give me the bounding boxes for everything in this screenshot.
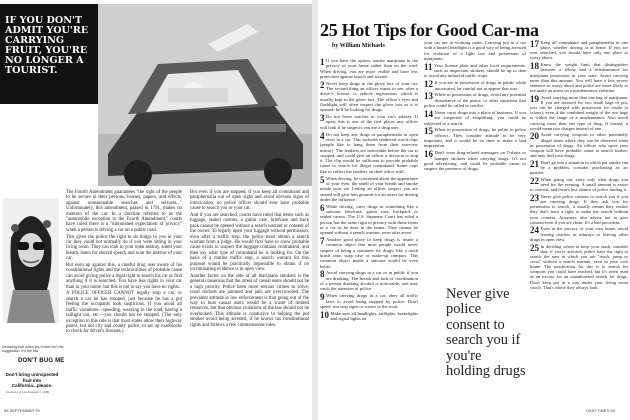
- tip-text: Make sure all headlights, taillights, brakelights and signal lights on: [330, 310, 418, 321]
- tip-number: 12: [424, 79, 433, 90]
- tip-number: 11: [424, 61, 433, 72]
- paragraph: This gives the police the right to do things to you in your car they could not normally do if you were sitting in your living room. They can look in your open ashtray, smell your breath, listen for slurred speech and scan the interior of your car.: [66, 234, 182, 262]
- tip-number: 25: [530, 242, 539, 253]
- tip-text: Never give police consent to search you if you are carrying drugs. If they ask you for permission to search, it usually means they realize they don't have a right to make the search without your consent. Attorneys also advise not to give consent even if you are clean. It's a bad precedent.: [530, 193, 628, 225]
- tips-column-3: [530, 40, 628, 292]
- tip-item: [320, 293, 418, 309]
- tip-text: When in possession of drugs, be polite to police officers. They consider attitude to be very important, and it would be no time to make a bad impression.: [424, 127, 526, 149]
- tip-text: If you are in possession of drugs in public while intoxicated, be careful not to appear that way.: [434, 80, 526, 91]
- tip-item: [320, 311, 418, 322]
- tip-text: In deciding where to keep your stash, consider that, if you're arrested, police have the right to search the area in which you are "reach, jump or cross" without a search warrant, even in your own home. The justification for this is to search for weapons you could have reached, but it's often used as an excuse for an unauthorized search for drugs. Don't keep pot in a tray under your living room couch. That's where they always look.: [530, 243, 628, 290]
- tip-number: 19: [530, 93, 539, 104]
- left-page: [0, 0, 312, 420]
- tip-text: When going out, carry only what drugs you need for the evening. A small amount is easier to conceal, and there's less chance of police finding it.: [530, 176, 628, 193]
- tip-number: 14: [424, 108, 433, 119]
- paragraph: But even up against this, a careful drug user aware of his constitutional rights and the technicalities of probable cause can avoid giving police a legal right to search his car or find anything if it is searched. You have less rights in your car than in your home, but this is not to say you have no rights.: [66, 263, 182, 290]
- tip-text: Avoid carrying weapons or other potentially illegal items where they can be observed when in possession of drugs. An officer who spots your weapon will have probable cause to search further, and may find your drugs.: [530, 132, 628, 159]
- tip-text: Another good place to keep drugs is inside a common object that most people would never suspect of being a container for drugs, like a tooth brush case, soap case or make-up compact. This common object inside a suitcase would be even better.: [320, 237, 418, 269]
- tip-item: [530, 62, 628, 93]
- tip-item: [320, 114, 418, 130]
- tip-item: [320, 176, 418, 202]
- tip-item: [530, 40, 628, 61]
- tip-number: 15: [424, 126, 433, 137]
- tip-text: Avoid carrying more than one bag of marijuana. If you are arrested for two small bags of pot, you can be charged with possession for resale (a felony), even if the combined weight of the two bags is within the range of a misdemeanor. Also avoid carrying more than one type of drug. If busted, it would mean two charges instead of one.: [530, 94, 628, 131]
- tip-text: Do not leave roaches in your car's ashtray. If open, this is one of the first places any officer will look if he suspects you are a drug user.: [320, 114, 418, 130]
- tip-item: [530, 132, 628, 158]
- tip-number: 18: [530, 61, 539, 72]
- tip-number: 22: [530, 175, 539, 186]
- article-byline: by William Michaels: [332, 43, 385, 49]
- tip-item: [320, 132, 418, 174]
- tip-number: 20: [530, 131, 539, 142]
- ad-headline: IF YOU DON'T ADMIT YOU'RE CARRYING FRUIT, YOU'RE NO LONGER A TOURIST.: [5, 15, 89, 76]
- tip-text: your car are in working order. Carrying pot in a car with a busted headlight is a good way of being arrested for violation of a light law and possession of marijuana.: [424, 40, 526, 61]
- tip-item: [320, 58, 418, 79]
- tip-number: 21: [530, 158, 539, 169]
- tip-item: [320, 270, 418, 291]
- ad-caption: Declaring fruit when you travel isn't the suggestion. It's the law.: [2, 345, 64, 354]
- woman-sunglasses-photo: [3, 198, 59, 323]
- tip-number: 10: [320, 309, 329, 320]
- tip-item: [530, 244, 628, 290]
- tip-item: [424, 80, 526, 91]
- tip-text: Avoid carrying drugs in a car or in public if you are drinking. The breath and lack of coordination of a person drinking alcohol is noticeable, and may catch the attention of police.: [320, 270, 418, 292]
- tip-item: [424, 63, 526, 79]
- tip-number: 16: [424, 149, 433, 160]
- ad-slogan: DON'T BUG ME: [18, 358, 65, 364]
- tip-text: Don't go into a situation in which pot smoke can be a problem, consider purchasing an air purifier.: [530, 159, 628, 176]
- tip-item: [530, 226, 628, 241]
- article-column-2: [190, 190, 309, 329]
- article-title: 25 Hot Tips for Good Car-ma: [320, 20, 539, 40]
- ad-fine-print: Courtesy of Los Angeles © 1986: [6, 390, 50, 394]
- tip-number: 24: [530, 225, 539, 236]
- paragraph: A POLICE OFFICER CANNOT legally stop a car, or search a car he has stopped, just because he has a gut feeling the occupants look suspicious. If you avoid all traffic violations—speeding, weaving in the road, having a taillight out, etc.—you should not be stopped. (The only exception to this rule is that most states allow their highway patrol, but not city and county police, to set up roadblocks to check for driver's licenses.): [66, 291, 182, 335]
- tip-text: Do not keep any drugs or paraphernalia in open view in a car. This includes feathered roach clips (people like to hang them from their rearview mirror). The feathers are noticeable before the car is stopped, and could give an officer a decision to stop it. The clip would be sufficient to provide probable cause to search for illegal contraband. Some cops like to collect the feathers on their office wall.: [320, 131, 418, 174]
- tip-number: 23: [530, 192, 539, 203]
- tip-number: 1: [320, 57, 325, 67]
- pull-quote: Never give police consent to search you if you're holding drugs: [446, 286, 526, 380]
- tip-number: 7: [320, 236, 325, 247]
- tip-number: 3: [320, 113, 325, 124]
- tip-item: [530, 194, 628, 225]
- tip-number: 13: [424, 91, 433, 102]
- tip-item: [424, 127, 526, 148]
- tip-text: Know the weight limit that distinguishes between a felony and a misdemeanor for marijuana possession in your state. Avoid carrying more than this amount. You will have a less severe sentence to worry about and police are more likely to not make an arrest on a misdemeanor violation.: [530, 62, 628, 93]
- ad-tagline: Don't bring uninspected fruit into California...please.: [5, 372, 59, 389]
- tip-item: [530, 95, 628, 131]
- right-page: [318, 0, 630, 420]
- tip-item: [424, 40, 526, 61]
- tip-item: [530, 160, 628, 175]
- tip-item: [320, 204, 418, 236]
- tip-text: Even in the privacy of your own home, avoid leaving roaches in ashtrays or leaving other drugs in open view.: [530, 226, 628, 242]
- tip-item: [424, 92, 526, 108]
- tip-number: 5: [320, 174, 325, 185]
- tip-item: [320, 81, 418, 113]
- tip-text: While driving, carry drugs in something like a suitcase, briefcase, guitar case, backpack or sealed carton. The U.S. Supreme Court has ruled a person has the same right to privacy with these items in a car as he does in the home. They cannot be opened without a search warrant, even after arrest.: [320, 203, 418, 236]
- tip-text: If you have the option, smoke marijuana in the privacy of your home rather than on the road. When driving, you are more visible and have less protection against search and seizure.: [320, 58, 418, 79]
- article-column-1: [66, 190, 182, 336]
- tip-text: Your license plate and other local requirements, such as inspection stickers, should be up to date to avoid any unlawful traffic stops.: [424, 62, 526, 79]
- tip-text: While in possession of drugs, avoid any potential disturbance of the peace, or other situations that police could be called to resolve.: [424, 92, 526, 109]
- tip-text: When carrying drugs in a car, obey all traffic laws to avoid being stopped by police. Don't speed, run stop signs or weave in the road.: [320, 293, 418, 309]
- tip-number: 2: [320, 79, 325, 90]
- tip-number: 8: [320, 269, 325, 280]
- paragraph: The Fourth Amendment guarantees "the right of the people to be secure in their persons, houses, papers, and effects, against unreasonable searches and seizures..." Unfortunately, this amendment, passed in 1791, makes no mention of the car. In a doctrine referred to as the "automobile exception to the Fourth Amendment," courts have ruled there is a "diminished expectation of privacy" when a person is driving a car on a public road.: [66, 190, 182, 233]
- tip-item: [320, 237, 418, 269]
- tip-number: 6: [320, 202, 325, 213]
- left-folio: 58 SEPTEMBER 90: [4, 408, 40, 413]
- paragraph: And if you are searched, courts have ruled that items such as luggage, sealed cartons, a guitar case, briefcase and back pack cannot be opened without a search warrant or consent of the owner. To legally open your luggage without permission, even after a traffic stop, the police must obtain a search warrant from a judge. He would first have to show probable cause exists to suspect the luggage contains contraband, and then say what type of contraband he is looking for. On the basis of a routine traffic stop, a search warrant for this purpose would be practically impossible to obtain if no incriminating evidence is in open view.: [190, 213, 309, 273]
- tip-text: Keep all contraband and paraphernalia in one place, whether driving or at home. If you are ever searched, you should have only one place to worry about.: [530, 40, 628, 61]
- tips-column-1: [320, 58, 418, 323]
- tip-item: [530, 177, 628, 192]
- car-trunk-photo: [98, 4, 312, 186]
- woman-illustration: [3, 198, 59, 323]
- car-trunk-illustration: [98, 4, 312, 186]
- tip-number: 9: [320, 292, 325, 303]
- tip-item: [424, 150, 526, 171]
- tip-text: Never carry drugs into a place of business. If you are suspected of shoplifting, you could be subjected to a search.: [424, 109, 526, 126]
- tip-item: [424, 110, 526, 126]
- tip-text: Don't wear drug-related messages on T-shirts or bumper stickers when carrying drugs. It's not good advertising, and could be probable cause to suspect the presence of drugs.: [424, 150, 526, 172]
- tip-text: When driving, be concerned about the appearance of your eyes, the smell of your breath and smoke inside your car. Letting an officer suspect you are stoned will give him grounds for an arrest for driving under the influence.: [320, 175, 418, 202]
- tips-column-2: [424, 40, 526, 173]
- paragraph: Another factor on the side of all marijuana smokers is the general consensus that the arrest of casual users should not be a high priority. Police have more serious crimes to solve; court dockets are jammed and jails are overcrowded. The prevalent attitude in law enforcement is that going out of the way to bust casual users would be a waste of limited resources, but that obvious violations of the law should not be overlooked. This attitude is conducive to helping the pot smoker avoid being arrested, if he knows his constitutional rights and follows a few commonsense rules.: [190, 273, 309, 328]
- tip-text: Never keep drugs in the glove box of your car. The second thing an officer wants to see, after a driver's license, is vehicle registration, which is usually kept in the glove box. The officer's eyes and flashlight will often inspect the glove box as it is opened; he'll be looking for drugs.: [320, 80, 418, 113]
- tip-number: 17: [530, 39, 539, 49]
- tip-number: 4: [320, 130, 325, 141]
- paragraph: But even if you are stopped, if you keep all contraband and paraphernalia out of open sight and avoid obvious signs of intoxication, no police officer should ever have probable cause to search you or your car.: [190, 190, 309, 212]
- right-folio: HIGH TIMES 59: [586, 408, 615, 413]
